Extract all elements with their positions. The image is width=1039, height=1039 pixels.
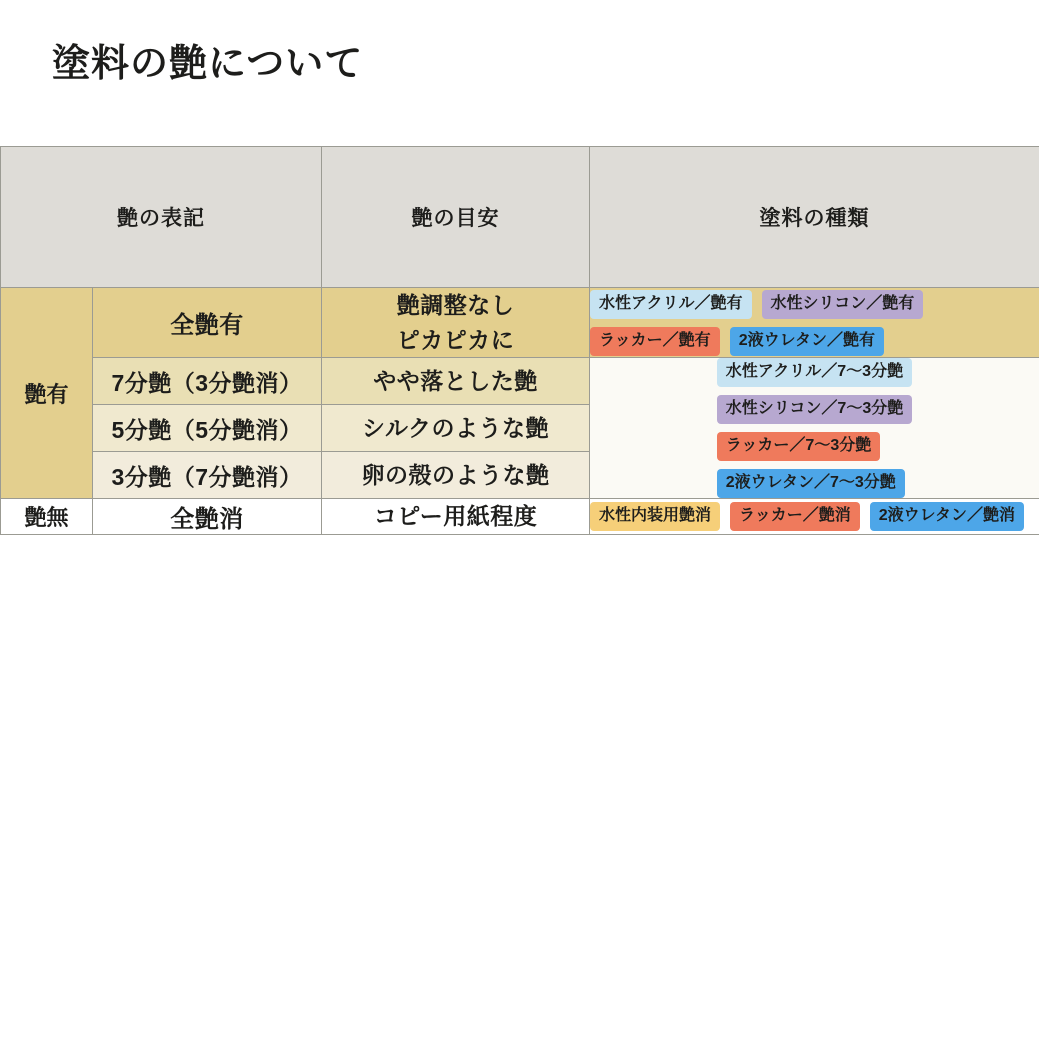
row-group-label-gloss: 艶有 [1, 288, 93, 499]
row-guide: 艶調整なし ピカピカに [322, 288, 590, 358]
row-kind-tags [590, 288, 1039, 358]
row-guide: シルクのような艶 [322, 405, 590, 452]
row-name: 全艶有 [93, 288, 322, 358]
paint-tag: 水性シリコン／7〜3分艶 [717, 395, 912, 424]
paint-tag: ラッカー／7〜3分艶 [717, 432, 880, 461]
paint-tag: ラッカー／艶有 [590, 327, 720, 356]
table-header [1, 147, 1039, 288]
paint-tag: 2液ウレタン／艶消 [870, 502, 1024, 531]
header-cell-guide: 艶の目安 [322, 147, 590, 288]
page-title: 塗料の艶について [52, 43, 364, 85]
table-row [1, 288, 1039, 358]
table-header-row [1, 147, 1039, 288]
row-kind-tags [590, 499, 1039, 535]
table-body [1, 288, 1039, 535]
gloss-table [0, 146, 1039, 535]
row-guide: コピー用紙程度 [322, 499, 590, 535]
paint-tag: 2液ウレタン／艶有 [730, 327, 884, 356]
header-cell-name: 艶の表記 [1, 147, 322, 288]
row-name: 全艶消 [93, 499, 322, 535]
paint-tag: 水性アクリル／7〜3分艶 [717, 358, 912, 387]
tag-group [590, 358, 1039, 498]
paint-tag: 水性内装用艶消 [590, 502, 720, 531]
paint-tag: ラッカー／艶消 [730, 502, 860, 531]
row-name: 5分艶（5分艶消） [93, 405, 322, 452]
paint-tag: 水性シリコン／艶有 [762, 290, 924, 319]
row-group-label-matte: 艶無 [1, 499, 93, 535]
tag-group [590, 502, 1039, 531]
row-kind-tags [590, 358, 1039, 499]
table-row [1, 499, 1039, 535]
row-name: 7分艶（3分艶消） [93, 358, 322, 405]
row-guide: 卵の殻のような艶 [322, 452, 590, 499]
header-cell-kind: 塗料の種類 [590, 147, 1039, 288]
paint-tag: 2液ウレタン／7〜3分艶 [717, 469, 905, 498]
tag-group [590, 290, 1039, 356]
paint-tag: 水性アクリル／艶有 [590, 290, 752, 319]
table-row [1, 358, 1039, 405]
row-guide: やや落とした艶 [322, 358, 590, 405]
row-name: 3分艶（7分艶消） [93, 452, 322, 499]
